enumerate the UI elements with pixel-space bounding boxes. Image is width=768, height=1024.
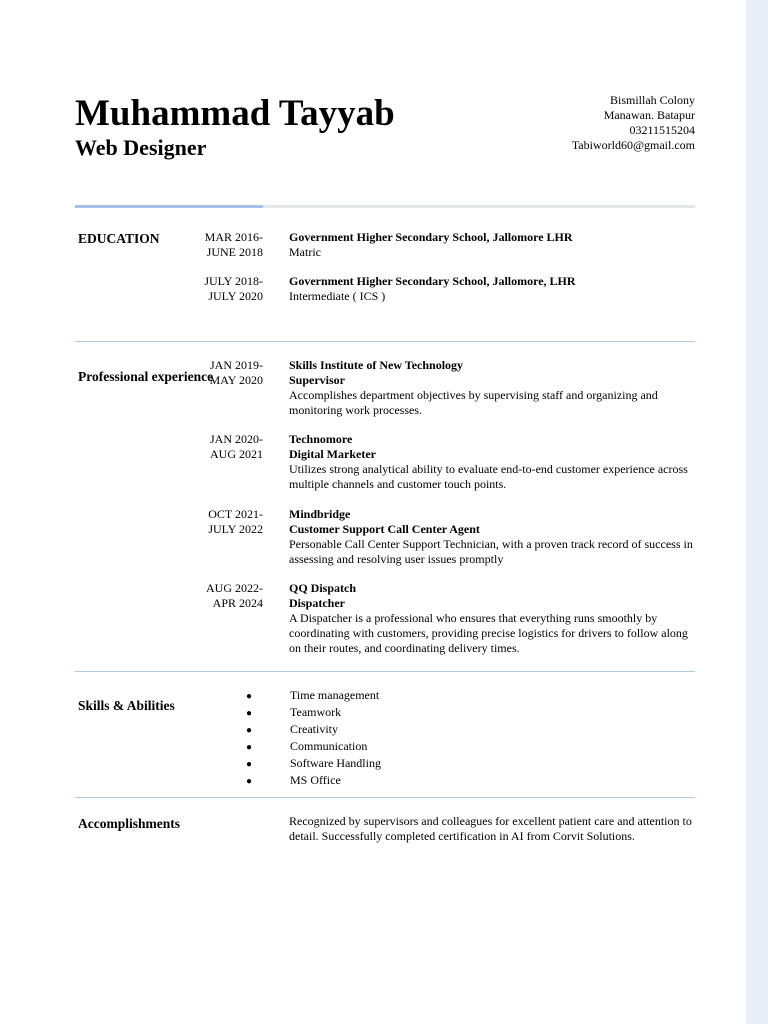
list-item (246, 739, 381, 756)
school-name: Government Higher Secondary School, Jallomore LHR (289, 230, 573, 244)
skill-label: MS Office (290, 772, 341, 787)
date-end: JULY 2020 (208, 289, 263, 303)
education-date (180, 230, 263, 260)
section-title-education: EDUCATION (78, 231, 160, 246)
list-item (246, 773, 381, 790)
experience-date (180, 432, 263, 462)
education-detail: Intermediate ( ICS ) (289, 289, 386, 303)
experience-entry (289, 507, 694, 567)
skills-list (246, 688, 381, 789)
candidate-name: Muhammad Tayyab (75, 93, 395, 134)
section-divider (75, 797, 695, 798)
skill-label: Communication (290, 738, 368, 753)
skill-label: Time management (290, 688, 380, 702)
section-title-accomplishments: Accomplishments (78, 816, 180, 831)
job-title: Dispatcher (289, 596, 345, 610)
date-start: JULY 2018- (204, 274, 263, 288)
job-description: Accomplishes department objectives by supervising staff and organizing and monitoring work processes. (289, 388, 658, 417)
page-margin-strip (746, 0, 768, 1024)
education-entry (289, 230, 694, 260)
education-detail: Matric (289, 245, 321, 259)
date-end: JUNE 2018 (206, 245, 263, 259)
skill-label: Teamwork (290, 704, 342, 719)
accomplishments-text: Recognized by supervisors and colleagues for excellent patient care and attention to detail. Successfully completed certification in AI from Corvit Solutions. (289, 814, 692, 843)
date-start: AUG 2022- (206, 581, 263, 595)
experience-entry (289, 581, 694, 656)
experience-date (180, 507, 263, 537)
date-end: APR 2024 (212, 596, 263, 610)
job-description: Utilizes strong analytical ability to evaluate end-to-end customer experience across multiple channels and customer touch points. (289, 462, 688, 491)
date-start: MAR 2016- (204, 230, 263, 244)
experience-entry (289, 432, 694, 492)
company-name: QQ Dispatch (289, 581, 357, 595)
phone-number: 03211515204 (629, 123, 695, 137)
date-start: OCT 2021- (208, 507, 263, 521)
contact-block (572, 93, 695, 153)
address-line-2: Manawan. Batapur (603, 108, 695, 122)
bullet-icon: ● (246, 758, 253, 770)
company-name: Skills Institute of New Technology (289, 358, 464, 372)
bullet-icon: ● (246, 775, 253, 787)
skill-label: Creativity (290, 721, 338, 736)
section-divider (75, 671, 695, 672)
school-name: Government Higher Secondary School, Jallomore, LHR (289, 274, 576, 288)
date-end: JULY 2022 (208, 522, 263, 536)
section-title-experience: Professional experience (78, 369, 214, 384)
bullet-icon: ● (246, 724, 253, 736)
section-divider (75, 341, 695, 342)
date-end: AUG 2021 (210, 447, 263, 461)
list-item (246, 688, 381, 705)
experience-entry (289, 358, 694, 418)
date-start: JAN 2020- (210, 432, 263, 446)
list-item (246, 722, 381, 739)
bullet-icon: ● (246, 691, 253, 702)
email-address: Tabiworld60@gmail.com (571, 138, 695, 152)
job-title: Customer Support Call Center Agent (289, 522, 480, 536)
section-title-skills: Skills & Abilities (78, 698, 175, 713)
list-item (246, 705, 381, 722)
experience-date (180, 581, 263, 611)
bullet-icon: ● (246, 741, 253, 753)
job-description: A Dispatcher is a professional who ensures that everything runs smoothly by coordinating with customers, providing precise logistics for drivers to follow along on their routes, and coordinating delivery times. (289, 611, 688, 655)
date-end: MAY 2020 (209, 373, 263, 387)
experience-date (180, 358, 263, 388)
bullet-icon: ● (246, 707, 253, 719)
candidate-role: Web Designer (75, 135, 207, 160)
company-name: Mindbridge (289, 507, 351, 521)
address-line-1: Bismillah Colony (609, 93, 695, 107)
header-divider-accent (75, 205, 263, 208)
skill-label: Software Handling (290, 755, 381, 770)
education-date (180, 274, 263, 304)
job-title: Digital Marketer (289, 447, 376, 461)
company-name: Technomore (289, 432, 353, 446)
job-description: Personable Call Center Support Technician, with a proven track record of success in assessing and resolving user issues promptly (289, 537, 693, 566)
education-entry (289, 274, 694, 304)
list-item (246, 756, 381, 773)
date-start: JAN 2019- (210, 358, 263, 372)
job-title: Supervisor (289, 373, 346, 387)
